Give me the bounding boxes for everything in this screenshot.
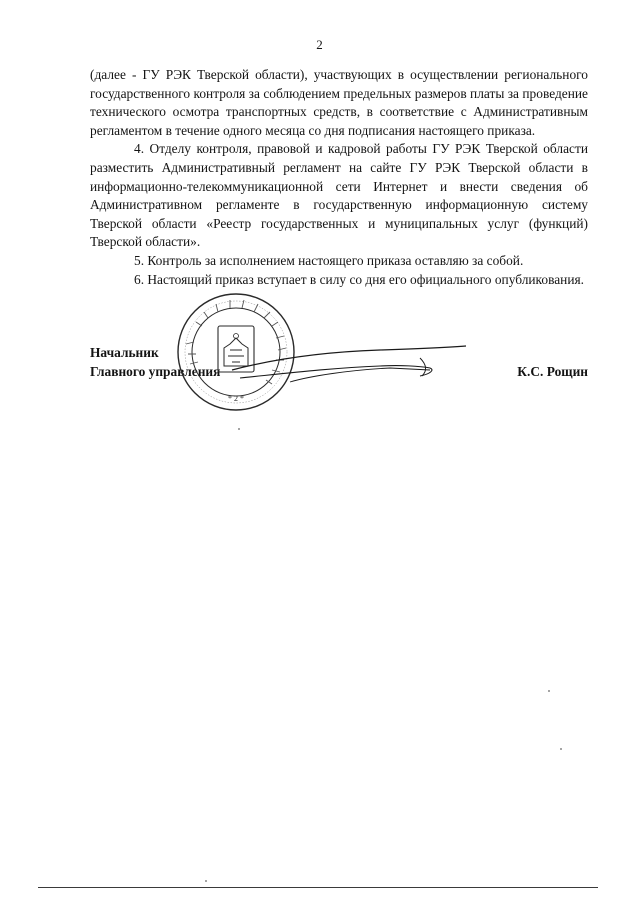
paragraph-item-6: 6. Настоящий приказ вступает в силу со дня его официального опубликования. — [134, 271, 584, 287]
scan-speck — [205, 880, 207, 882]
scan-speck — [548, 690, 550, 692]
paragraph-item-4: 4. Отделу контроля, правовой и кадровой работы ГУ РЭК Тверской области разместить Административный регламент на сайте ГУ РЭК Тверской области в информационно-телекоммуникационной сети Интернет и внести сведения об Административном регламенте в государственную информационную систему Тверской области «Реестр государственных и муниципальных услуг (функций) Тверской области». — [90, 141, 588, 250]
seal-center-text: * 2 * — [228, 394, 244, 403]
signatory-name: К.С. Рощин — [517, 364, 588, 379]
document-body — [90, 66, 588, 289]
signatory-position-line-1: Начальник — [90, 345, 159, 360]
scan-speck — [560, 748, 562, 750]
scan-speck — [238, 428, 240, 430]
signatory-position-line-2: Главного управления — [90, 364, 221, 379]
handwritten-signature-icon — [230, 340, 470, 390]
page-number: 2 — [316, 37, 323, 52]
paragraph-item-5: 5. Контроль за исполнением настоящего приказа оставляю за собой. — [134, 252, 524, 268]
scan-bottom-line — [38, 887, 598, 888]
paragraph-continuation: (далее - ГУ РЭК Тверской области), участвующих в осуществлении регионального государственного контроля за соблюдением предельных размеров платы за проведение технического осмотра транспортных средств, в соответствие с Административным регламентом в течение одного месяца со дня подписания настоящего приказа. — [90, 67, 588, 138]
